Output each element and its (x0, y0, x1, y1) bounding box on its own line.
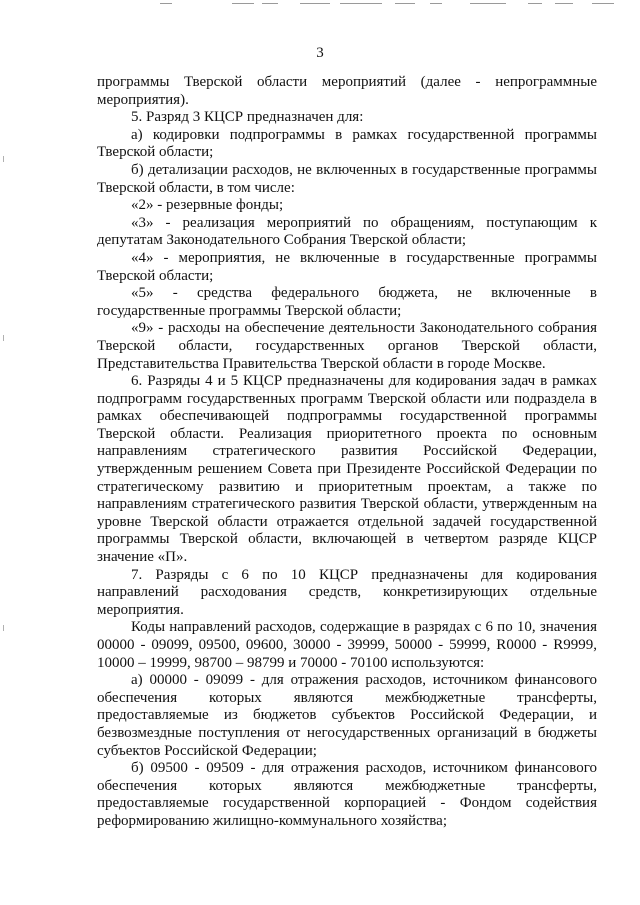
paragraph-codes-b: б) 09500 - 09509 - для отражения расходов, источником финансового обеспечения которых являются межбюджетные трансферты, предоставляемые государственной корпорацией - Фондом содействия реформированию жилищно-коммунального хозяйства; (97, 760, 597, 829)
paragraph-subitem-b: б) детализации расходов, не включенных в государственные программы Тверской области, в том числе: (97, 161, 597, 196)
page-number: 3 (316, 45, 324, 61)
paragraph-codes-intro: Коды направлений расходов, содержащие в разрядах с 6 по 10, значения 00000 - 09099, 09500, 09600, 30000 - 39999, 50000 - 59999, R0000 - R9999, 10000 – 19999, 98700 – 98799 и 70000 - 70100 используются: (97, 619, 597, 671)
paragraph-code-2: «2» - резервные фонды; (131, 197, 284, 214)
paragraph-continuation: программы Тверской области мероприятий (далее - непрограммные мероприятия). (97, 74, 597, 108)
paragraph-item-7: 7. Разряды с 6 по 10 КЦСР предназначены для кодирования направлений расходования средств, конкретизирующих отдельные мероприятия. (97, 566, 597, 618)
paragraph-subitem-a: а) кодировки подпрограммы в рамках государственной программы Тверской области; (97, 126, 597, 161)
binding-hole-mark (3, 625, 4, 631)
paragraph-code-3: «3» - реализация мероприятий по обращениям, поступающим к депутатам Законодательного Собрания Тверской области; (97, 214, 597, 249)
paragraph-code-5: «5» - средства федерального бюджета, не включенные в государственные программы Тверской области; (97, 285, 597, 319)
paragraph-item-6: 6. Разряды 4 и 5 КЦСР предназначены для кодирования задач в рамках подпрограмм государственных программ Тверской области или подраздела в рамках обеспечивающей подпрограммы государственной программы Тверской области. Реализация приоритетного проекта по основным направлениям стратегического развития Российской Федерации, утвержденным решением Совета при Президенте Российской Федерации по стратегическому развитию и приоритетным проектам, а также по направлениям стратегического развития Тверской области, утвержденным на уровне Тверской области отражается отдельной задачей государственной программы Тверской области, включающей в четвертом разряде КЦСР значение «П». (97, 373, 597, 566)
paragraph-codes-a: а) 00000 - 09099 - для отражения расходов, источником финансового обеспечения которых являются межбюджетные трансферты, предоставляемые из бюджетов субъектов Российской Федерации, и безвозмездные поступления от негосударственных организаций в бюджеты субъектов Российской Федерации; (97, 672, 597, 759)
paragraph-code-4: «4» - мероприятия, не включенные в государственные программы Тверской области; (97, 249, 597, 284)
document-body (97, 74, 597, 831)
binding-hole-mark (3, 335, 4, 341)
scan-artifacts (0, 0, 640, 12)
paragraph-code-9: «9» - расходы на обеспечение деятельности Законодательного собрания Тверской области, государственных органов Тверской области, Представительства Правительства Тверской области в городе Москве. (97, 320, 597, 372)
binding-hole-mark (3, 156, 4, 162)
paragraph-item-5: 5. Разряд 3 КЦСР предназначен для: (131, 109, 364, 126)
